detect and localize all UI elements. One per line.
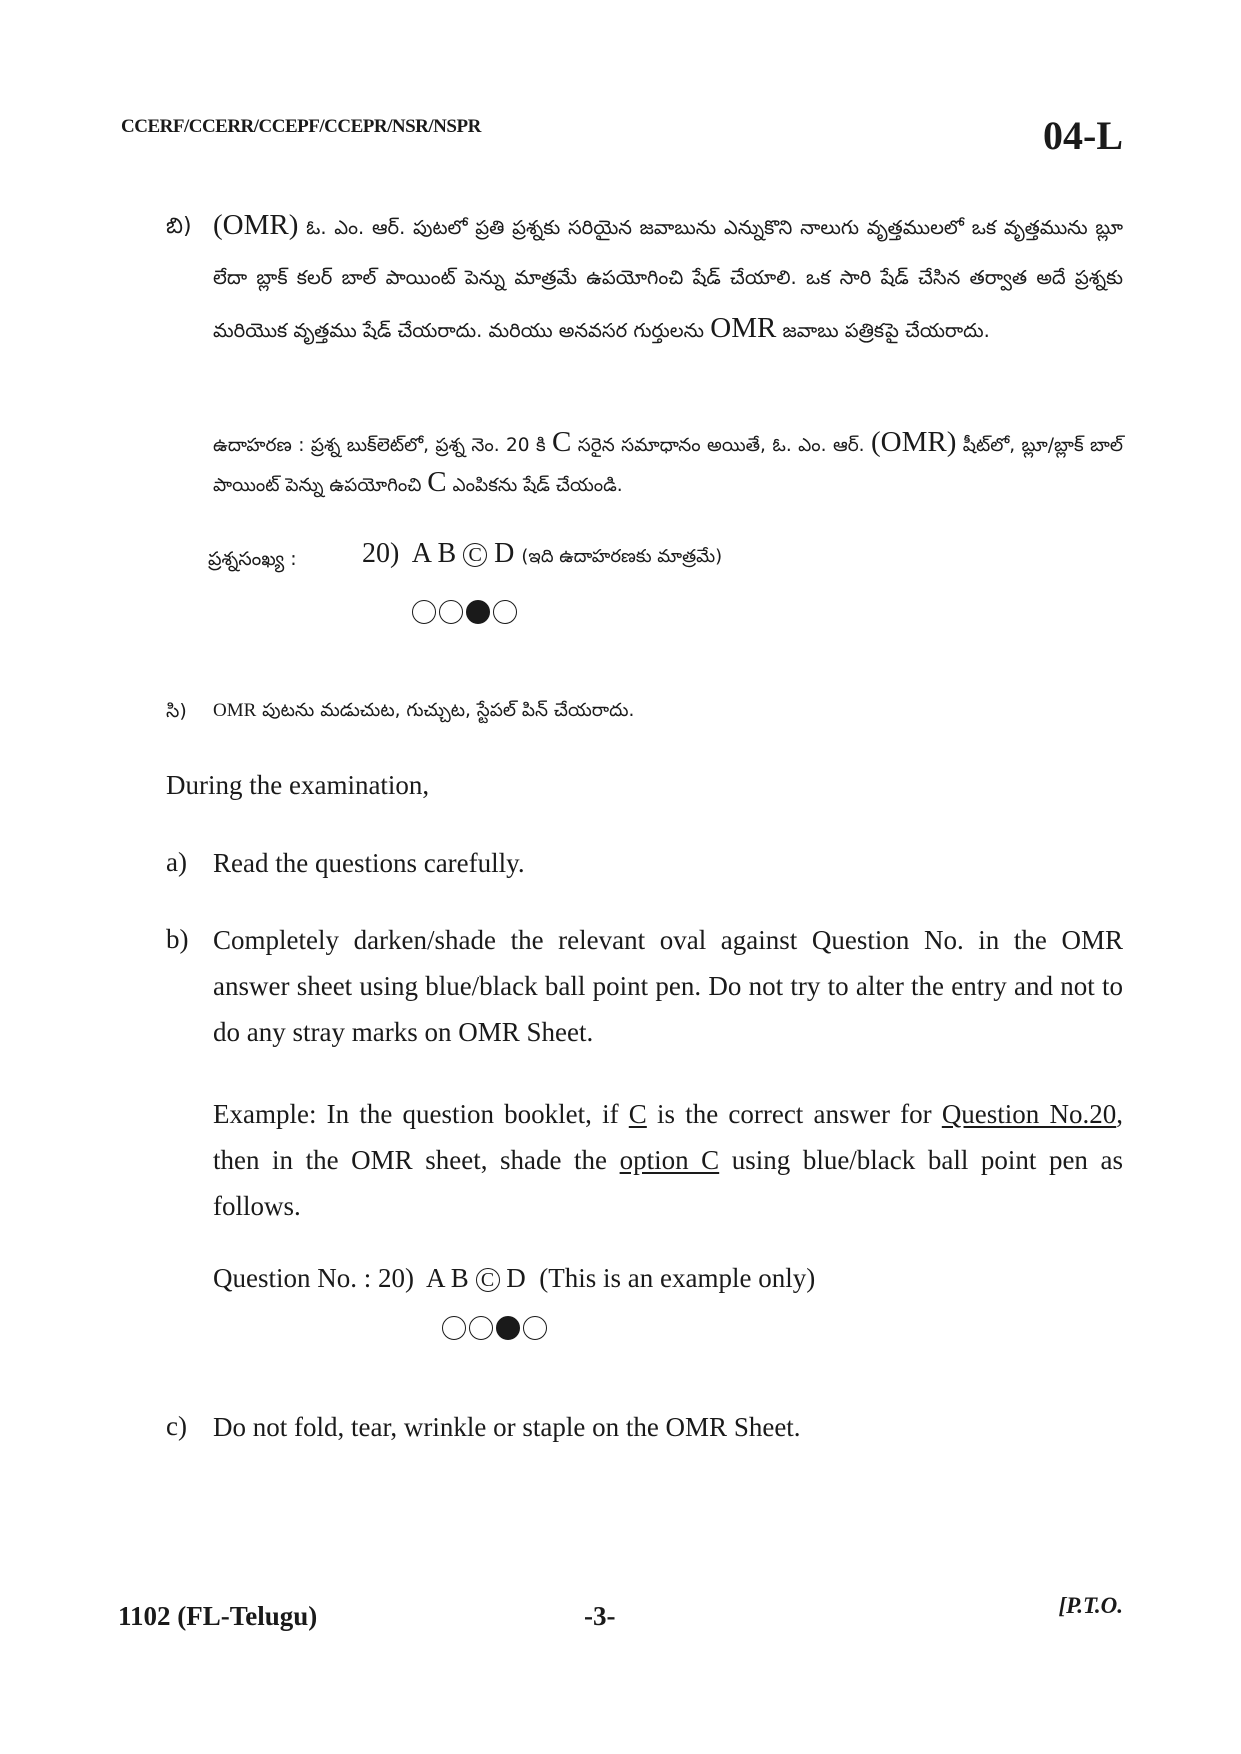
english-option-b: B <box>450 1263 469 1293</box>
english-question-line <box>213 1263 815 1294</box>
english-example-note: (This is an example only) <box>539 1263 816 1293</box>
english-example-option: option C <box>619 1145 720 1175</box>
english-c-label: c) <box>166 1411 187 1441</box>
english-example-question-no: Question No.20 <box>941 1099 1117 1129</box>
english-example-c: C <box>628 1099 647 1129</box>
telugu-b-text1: ఓ. ఎం. ఆర్. పుటలో ప్రతి ప్రశ్నకు సరియైన జవాబును ఎన్నుకొని నాలుగు వృత్తములలో ఒక వృత్తమును బ్లూ లేదా బ్లాక్ కలర్ బాల్ పాయింట్ పెన్ను మాత్రమే ఉపయోగించి షేడ్ చేయాలి. ఒక సారి షేడ్ చేసిన తర్వాత అదే ప్రశ్నకు మరియొక వృత్తము షేడ్ చేయరాదు. మరియు అనవసర గుర్తులను <box>213 216 1123 342</box>
english-a-label: a) <box>166 847 187 877</box>
telugu-example-part2: సరైన సమాధానం అయితే, ఓ. ఎం. ఆర్. <box>571 435 871 456</box>
telugu-c-label: సి) <box>166 700 187 722</box>
telugu-option-a: A <box>411 538 431 569</box>
bubble-c-filled <box>466 600 490 624</box>
telugu-c-omr: OMR <box>213 700 257 721</box>
telugu-question-num: 20) <box>362 538 400 569</box>
english-intro: During the examination, <box>166 770 430 800</box>
set-code: 04-L <box>1043 113 1123 158</box>
bubble-a <box>412 600 436 624</box>
telugu-example-part4: ఎంపికను షేడ్ చేయండి. <box>446 475 623 496</box>
telugu-c-text <box>213 700 634 725</box>
telugu-example-c1: C <box>552 426 572 458</box>
english-example-part1: Example: In the question booklet, if <box>213 1099 629 1129</box>
telugu-example-omr: (OMR) <box>870 426 957 458</box>
telugu-b-text2: జవాబు పత్రికపై చేయరాదు. <box>776 319 990 342</box>
english-example-part2: is the correct answer for <box>646 1099 942 1129</box>
telugu-example-part3: షీట్‌లో, బ్లూ/బ్లాక్ బాల్ పాయింట్ పెన్ను ఉపయోగించి <box>213 435 1123 496</box>
english-option-a: A <box>426 1263 445 1293</box>
bubble-d <box>493 600 517 624</box>
english-a-text: Read the questions carefully. <box>213 848 525 878</box>
bubble-b <box>439 600 463 624</box>
telugu-example <box>213 424 1123 504</box>
english-example <box>213 1091 1123 1229</box>
english-option-d: D <box>506 1263 526 1293</box>
bubble-a <box>442 1316 466 1340</box>
bubble-c-filled <box>496 1316 520 1340</box>
telugu-b-paragraph <box>213 200 1123 356</box>
english-b-text: Completely darken/shade the relevant oval against Question No. in the OMR answer sheet using blue/black ball point pen. Do not try to alter the entry and not to do any stray marks on OMR Sheet. <box>213 925 1123 1047</box>
telugu-option-b: B <box>437 538 457 569</box>
paper-code: 1102 (FL-Telugu) <box>118 1601 318 1631</box>
english-option-c-circled: C <box>476 1268 500 1292</box>
page-number: -3- <box>584 1601 616 1631</box>
telugu-example-part1: ఉదాహరణ : ప్రశ్న బుక్‌లెట్‌లో, ప్రశ్న నెం. 20 కి <box>213 435 553 456</box>
telugu-question-label: ప్రశ్నసంఖ్య : <box>208 548 297 570</box>
telugu-option-c-circled: C <box>463 543 487 567</box>
telugu-b-omr2: OMR <box>710 312 777 344</box>
telugu-b-omr: (OMR) <box>213 209 299 241</box>
english-example-part3: , then in the OMR sheet, shade the <box>213 1099 1123 1175</box>
english-omr-bubbles <box>442 1316 547 1340</box>
english-example-part4: using blue/black ball point pen as follows. <box>213 1145 1123 1221</box>
english-b-label: b) <box>166 924 189 954</box>
exam-codes: CCERF/CCERR/CCEPF/CCEPR/NSR/NSPR <box>121 116 481 137</box>
telugu-example-note: (ఇది ఉదాహరణకు మాత్రమే) <box>521 546 723 567</box>
bubble-d <box>523 1316 547 1340</box>
english-question-label: Question No. : 20) <box>213 1263 414 1293</box>
telugu-option-d: D <box>494 538 515 569</box>
telugu-c-body: పుటను మడుచుట, గుచ్చుట, స్టేపల్ పిన్ చేయరాదు. <box>256 700 635 721</box>
telugu-b-label: బి) <box>166 214 192 239</box>
english-c-text: Do not fold, tear, wrinkle or staple on the OMR Sheet. <box>213 1412 801 1442</box>
telugu-example-c2: C <box>427 466 447 498</box>
bubble-b <box>469 1316 493 1340</box>
pto-mark: [P.T.O. <box>1058 1593 1123 1618</box>
telugu-omr-bubbles <box>412 600 517 624</box>
telugu-question-options <box>362 538 722 571</box>
